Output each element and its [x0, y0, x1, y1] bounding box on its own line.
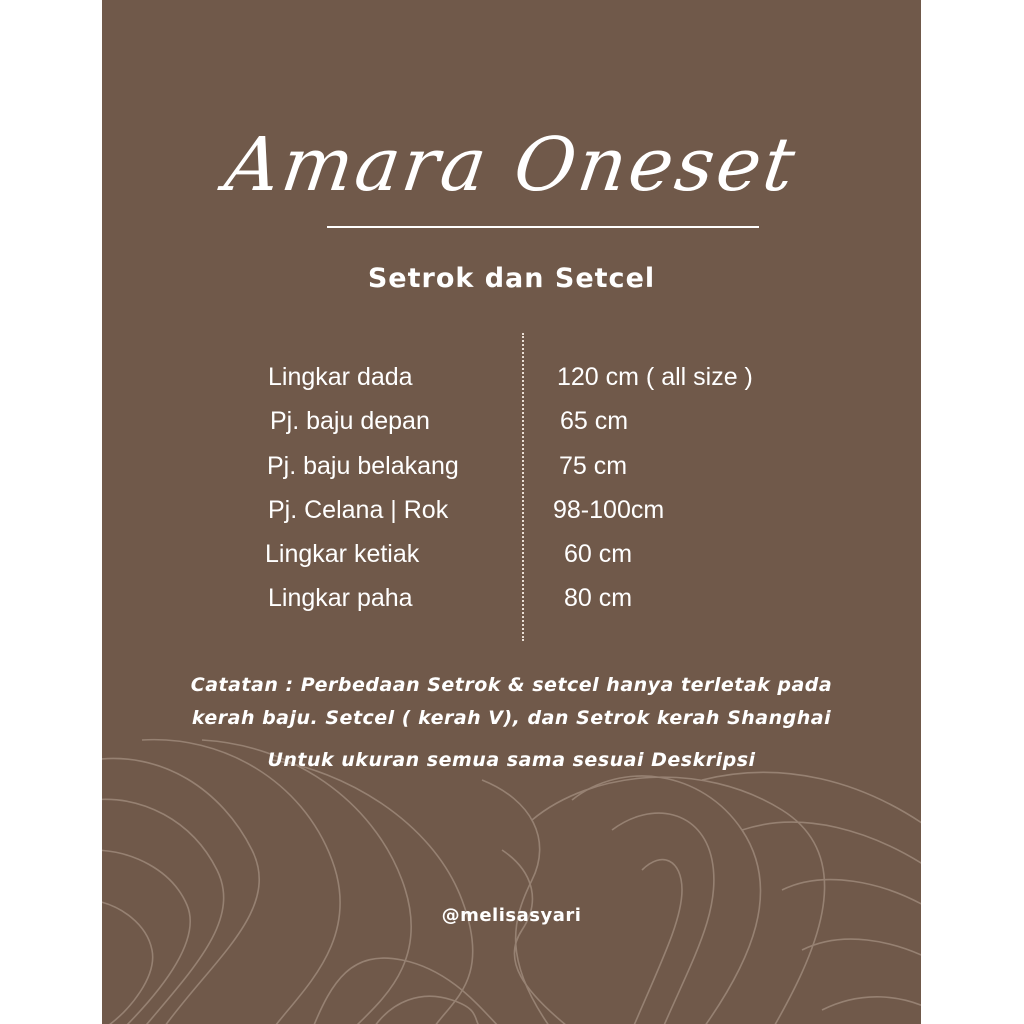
measurement-label: Lingkar dada: [268, 363, 413, 391]
measurement-row: [102, 540, 921, 580]
instagram-handle: @melisasyari: [441, 905, 582, 926]
size-chart-card: [102, 0, 921, 1024]
measurement-value: 120 cm ( all size ): [557, 363, 753, 391]
note-line-3: Untuk ukuran semua sama sesuai Deskripsi: [267, 749, 756, 771]
measurement-value: 98-100cm: [553, 496, 665, 524]
measurement-row: [102, 407, 921, 447]
note-line-2: kerah baju. Setcel ( kerah V), dan Setrok kerah Shanghai: [191, 707, 832, 729]
measurement-label: Lingkar ketiak: [265, 540, 420, 568]
measurement-label: Pj. baju depan: [270, 407, 430, 435]
measurement-label: Pj. baju belakang: [267, 452, 459, 480]
measurement-row: [102, 363, 921, 403]
measurement-value: 80 cm: [564, 584, 633, 612]
note-line-1: Catatan : Perbedaan Setrok & setcel hanya terletak pada: [190, 674, 833, 696]
measurement-label: Lingkar paha: [268, 584, 413, 612]
product-title: Amara Oneset: [220, 122, 803, 208]
measurement-value: 65 cm: [560, 407, 629, 435]
measurement-value: 75 cm: [559, 452, 628, 480]
measurement-label: Pj. Celana | Rok: [268, 496, 449, 524]
measurement-row: [102, 452, 921, 492]
measurement-value: 60 cm: [564, 540, 633, 568]
product-subtitle: Setrok dan Setcel: [367, 263, 656, 294]
measurement-row: [102, 496, 921, 536]
measurement-row: [102, 584, 921, 624]
title-underline: [327, 226, 759, 228]
